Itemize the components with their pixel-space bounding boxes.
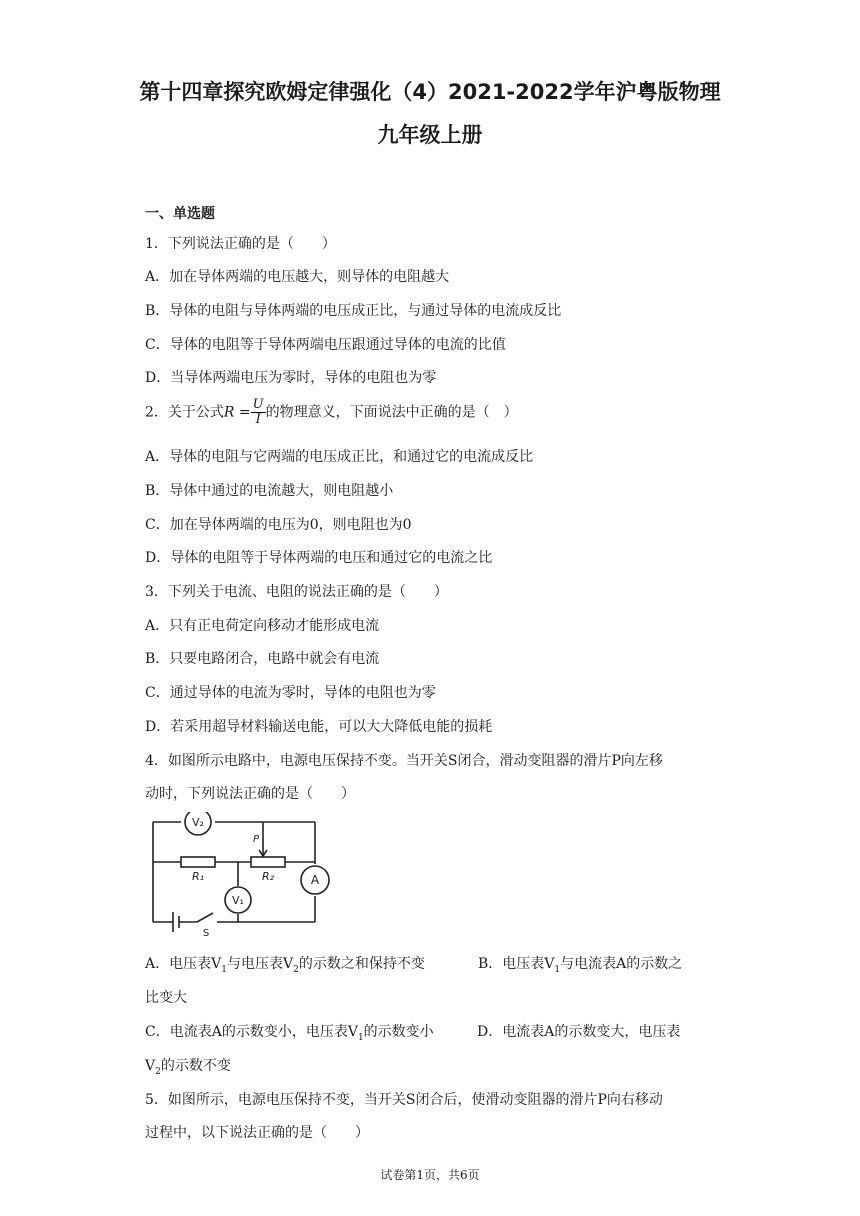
q3-option-a: A．只有正电荷定向移动才能形成电流 [145, 618, 380, 634]
q2-stem-suffix: 的物理意义，下面说法中正确的是（ ） [265, 404, 518, 421]
q1-option-a: A．加在导体两端的电压越大，则导体的电阻越大 [145, 269, 450, 285]
q4-stem-line-1: 4．如图所示电路中，电源电压保持不变。当开关S闭合，滑动变阻器的滑片P向左移 [145, 753, 663, 769]
q4-b-sub: 1 [554, 964, 561, 975]
q3-stem: 3．下列关于电流、电阻的说法正确的是（ ） [145, 584, 448, 600]
formula-numerator: U [252, 397, 264, 412]
q4-option-b-continued: 比变大 [145, 990, 187, 1006]
label-r1: R₁ [191, 870, 205, 883]
section-heading: 一、单选题 [145, 206, 215, 222]
label-ammeter: A [310, 873, 320, 887]
q2-option-d: D．导体的电阻等于导体两端的电压和通过它的电流之比 [145, 550, 493, 566]
formula-lhs: R = [223, 404, 251, 421]
q4-b-text-1: B．电压表V [478, 956, 555, 972]
q4-d-text-2: 的示数不变 [160, 1058, 231, 1074]
q3-option-d: D．若采用超导材料输送电能，可以大大降低电能的损耗 [145, 719, 493, 735]
q4-a-text-3: 的示数之和保持不变 [298, 956, 425, 972]
q5-stem-line-2: 过程中，以下说法正确的是（ ） [145, 1125, 369, 1141]
q2-option-a: A．导体的电阻与它两端的电压成正比，和通过它的电流成反比 [145, 449, 534, 465]
q4-c-text-1: C．电流表A的示数变小，电压表V [145, 1024, 358, 1040]
q1-stem: 1．下列说法正确的是（ ） [145, 236, 336, 252]
q3-option-b: B．只要电路闭合，电路中就会有电流 [145, 651, 380, 667]
page-title-line-1: 第十四章探究欧姆定律强化（4）2021-2022学年沪粤版物理 [139, 80, 721, 104]
q4-stem-line-2: 动时，下列说法正确的是（ ） [145, 786, 355, 802]
label-v1: V₁ [232, 894, 244, 907]
label-slider-p: P [252, 834, 260, 845]
q4-option-b [478, 953, 682, 975]
q4-c-text-2: 的示数变小 [363, 1024, 434, 1040]
q4-option-d-continued [145, 1055, 231, 1077]
q2-stem-prefix: 2．关于公式 [145, 404, 224, 421]
q4-option-c [145, 1021, 434, 1043]
q4-option-a [145, 953, 425, 975]
q4-c-sub: 1 [357, 1032, 364, 1043]
q4-option-d: D．电流表A的示数变大，电压表 [477, 1024, 681, 1040]
page-title-line-2: 九年级上册 [377, 123, 483, 147]
q4-d-text-1: V [145, 1058, 156, 1074]
q4-a-sub-2: 2 [293, 964, 299, 975]
page-footer: 试卷第1页，共6页 [380, 1168, 480, 1182]
q1-option-c: C．导体的电阻等于导体两端电压跟通过导体的电流的比值 [145, 337, 506, 353]
q4-a-sub-1: 1 [221, 964, 227, 975]
label-switch-s: S [202, 928, 210, 939]
q2-option-c: C．加在导体两端的电压为0，则电阻也为0 [145, 517, 412, 533]
q1-option-b: B．导体的电阻与导体两端的电压成正比，与通过导体的电流成反比 [145, 303, 562, 319]
q2-stem [145, 398, 518, 427]
formula-denominator: I [255, 412, 261, 427]
q3-option-c: C．通过导体的电流为零时，导体的电阻也为零 [145, 685, 436, 701]
label-v2: V₂ [192, 816, 204, 829]
q5-stem-line-1: 5．如图所示，电源电压保持不变，当开关S闭合后，使滑动变阻器的滑片P向右移动 [145, 1092, 663, 1108]
circuit-diagram [143, 812, 333, 940]
q2-option-b: B．导体中通过的电流越大，则电阻越小 [145, 483, 394, 499]
q4-b-text-2: 与电流表A的示数之 [560, 956, 683, 972]
q4-d-sub: 2 [155, 1066, 161, 1077]
q4-a-text-2: 与电压表V [226, 956, 294, 972]
q4-a-text-1: A．电压表V [145, 956, 222, 972]
formula-fraction [251, 398, 266, 427]
label-r2: R₂ [261, 870, 275, 883]
q1-option-d: D．当导体两端电压为零时，导体的电阻也为零 [145, 370, 437, 386]
